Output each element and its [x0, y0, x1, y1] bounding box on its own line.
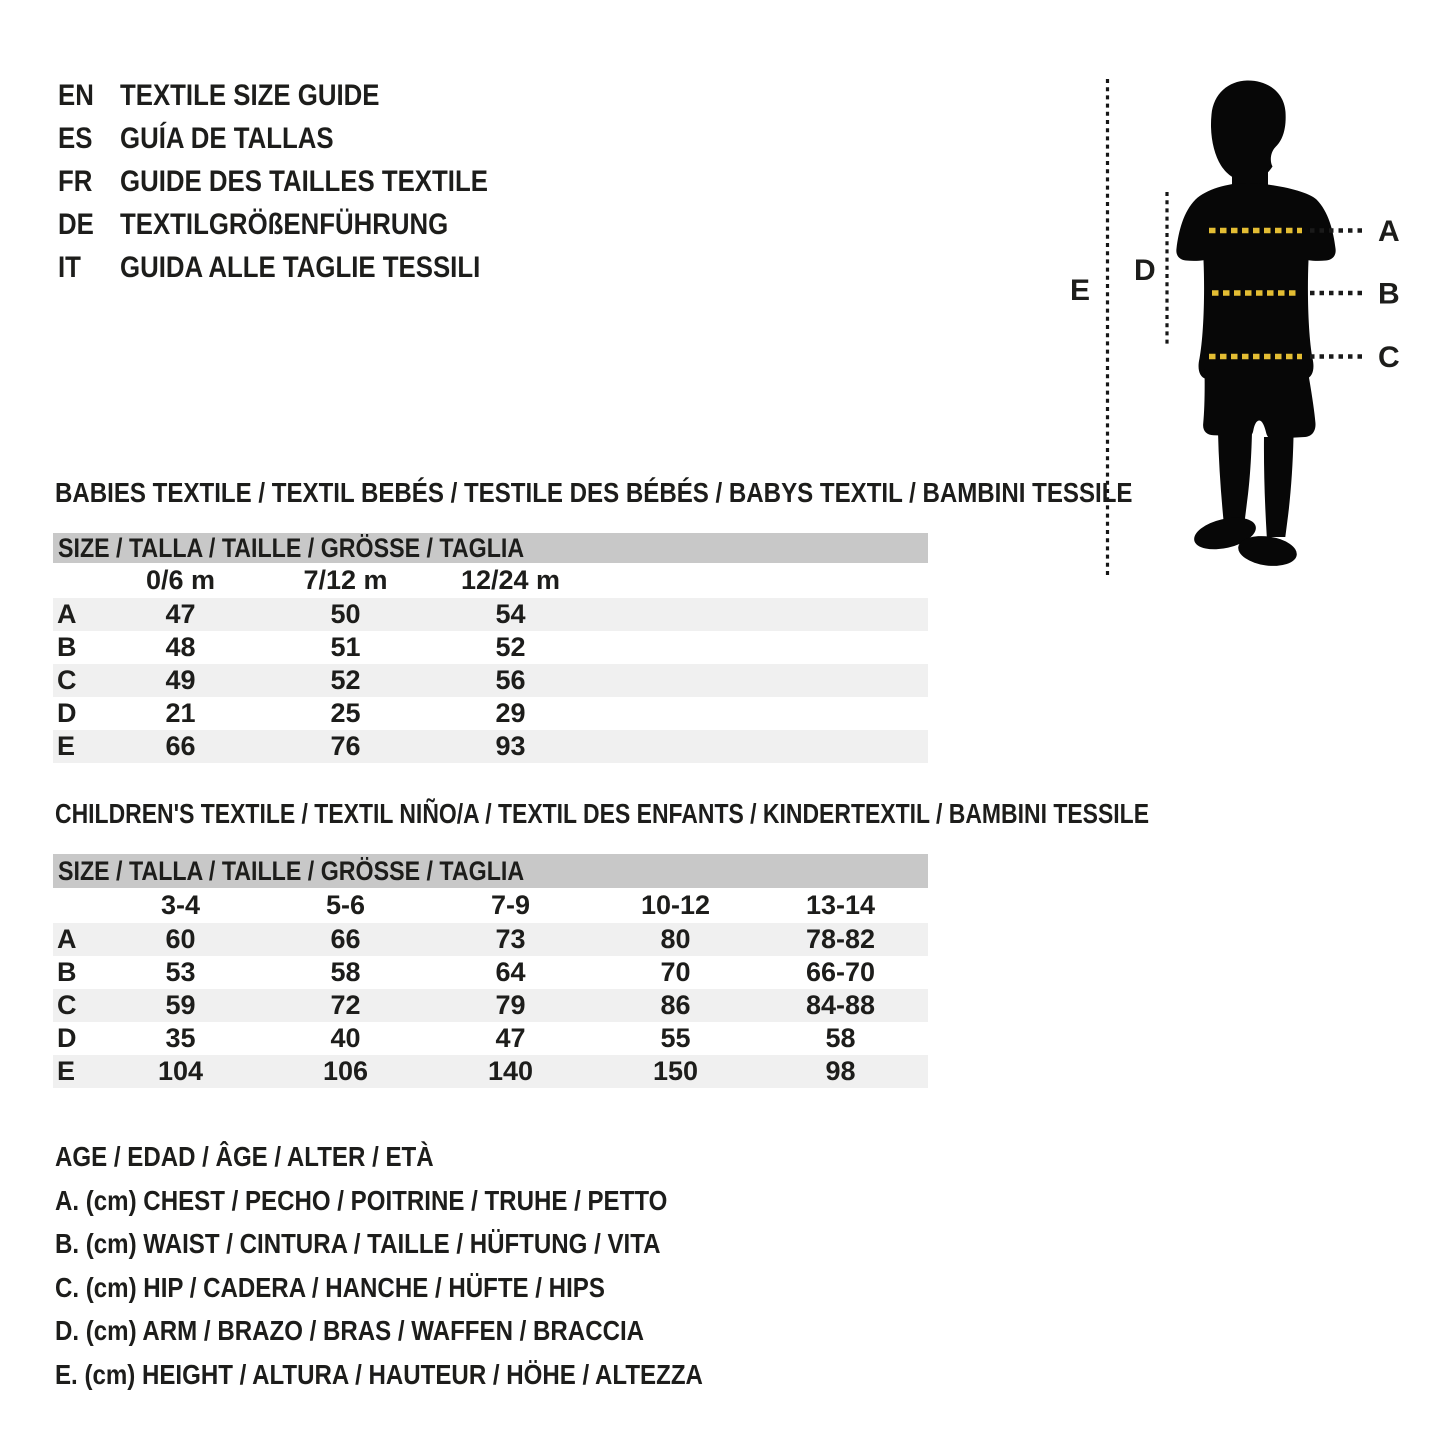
cell: 58	[330, 957, 361, 987]
cell: 55	[660, 1023, 691, 1053]
table-row	[53, 989, 928, 1022]
row-label: A	[57, 924, 77, 954]
cell: 76	[330, 731, 361, 761]
table-row	[53, 956, 928, 989]
row-label: E	[57, 1056, 76, 1086]
cell: 25	[330, 698, 361, 728]
lang-row-es	[58, 117, 548, 160]
children-column-header-row	[53, 888, 928, 923]
cell: 50	[330, 599, 361, 629]
lang-title: GUIDA ALLE TAGLIE TESSILI	[120, 250, 481, 284]
lang-title: GUIDE DES TAILLES TEXTILE	[120, 164, 488, 198]
lang-code: FR	[58, 164, 93, 198]
row-label: D	[57, 698, 77, 728]
column-header: 10-12	[640, 890, 711, 920]
cell: 48	[165, 632, 196, 662]
column-header: 0/6 m	[145, 565, 216, 595]
cell: 40	[330, 1023, 361, 1053]
cell: 140	[487, 1056, 534, 1086]
lang-row-it	[58, 246, 548, 289]
table-row	[53, 631, 928, 664]
legend-height: E. (cm) HEIGHT / ALTURA / HAUTEUR / HÖHE / ALTEZZA	[55, 1358, 703, 1390]
column-header: 3-4	[160, 890, 201, 920]
cell: 93	[495, 731, 526, 761]
measurement-figure	[1050, 60, 1445, 600]
row-label: C	[57, 665, 77, 695]
babies-size-header-bar	[53, 533, 928, 563]
cell: 79	[495, 990, 526, 1020]
row-label: E	[57, 731, 76, 761]
table-row	[53, 730, 928, 763]
cell: 59	[165, 990, 196, 1020]
babies-table-title: BABIES TEXTILE / TEXTIL BEBÉS / TESTILE DES BÉBÉS / BABYS TEXTIL / BAMBINI TESSILE	[55, 477, 1133, 508]
cell: 21	[165, 698, 196, 728]
row-label: D	[57, 1023, 77, 1053]
cell: 49	[165, 665, 196, 695]
lang-title: GUÍA DE TALLAS	[120, 121, 334, 155]
babies-table-section	[53, 477, 1133, 763]
cell: 60	[165, 924, 196, 954]
lang-title: TEXTILE SIZE GUIDE	[120, 78, 380, 112]
column-header: 7-9	[490, 890, 531, 920]
cell: 52	[495, 632, 526, 662]
language-header	[58, 74, 548, 289]
cell: 29	[495, 698, 526, 728]
table-row	[53, 598, 928, 631]
cell: 104	[157, 1056, 204, 1086]
legend-arm: D. (cm) ARM / BRAZO / BRAS / WAFFEN / BRACCIA	[55, 1315, 645, 1346]
cell: 54	[495, 599, 526, 629]
figure-label-a: A	[1378, 215, 1400, 248]
cell: 98	[825, 1056, 856, 1086]
children-size-header-bar	[53, 854, 928, 888]
legend-hip: C. (cm) HIP / CADERA / HANCHE / HÜFTE / HIPS	[55, 1271, 605, 1303]
cell: 52	[330, 665, 361, 695]
column-header: 12/24 m	[460, 565, 561, 595]
lang-code: EN	[58, 78, 94, 112]
row-label: B	[57, 632, 77, 662]
cell: 64	[495, 957, 526, 987]
lang-code: DE	[58, 207, 94, 241]
children-table-section	[53, 798, 1150, 1088]
lang-code: ES	[58, 121, 93, 155]
legend-chest: A. (cm) CHEST / PECHO / POITRINE / TRUHE / PETTO	[55, 1184, 668, 1216]
cell: 80	[660, 924, 691, 954]
lang-row-en	[58, 74, 548, 117]
column-header: 7/12 m	[303, 565, 388, 595]
lang-row-de	[58, 203, 548, 246]
row-label: B	[57, 957, 77, 987]
cell: 66	[330, 924, 361, 954]
cell: 84-88	[805, 990, 876, 1020]
lang-code: IT	[58, 250, 81, 284]
cell: 35	[165, 1023, 196, 1053]
lang-row-fr	[58, 160, 548, 203]
cell: 66	[165, 731, 196, 761]
cell: 51	[330, 632, 361, 662]
table-row	[53, 1055, 928, 1088]
cell: 150	[652, 1056, 699, 1086]
figure-label-e: E	[1070, 274, 1091, 307]
column-header: 5-6	[325, 890, 366, 920]
table-row	[53, 697, 928, 730]
figure-label-b: B	[1378, 277, 1400, 311]
cell: 56	[495, 665, 526, 695]
legend-waist: B. (cm) WAIST / CINTURA / TAILLE / HÜFTUNG / VITA	[55, 1228, 661, 1259]
cell: 53	[165, 957, 196, 987]
cell: 47	[165, 599, 196, 629]
row-label: C	[57, 990, 77, 1020]
cell: 70	[660, 957, 691, 987]
cell: 47	[495, 1023, 526, 1053]
table-row	[53, 664, 928, 697]
child-silhouette	[1176, 80, 1335, 569]
lang-title: TEXTILGRÖßENFÜHRUNG	[120, 207, 449, 241]
cell: 78-82	[805, 924, 876, 954]
column-header: 13-14	[805, 890, 876, 920]
legend-age: AGE / EDAD / ÂGE / ALTER / ETÀ	[55, 1141, 434, 1172]
measurement-legend	[55, 1135, 808, 1396]
table-row	[53, 923, 928, 956]
cell: 73	[495, 924, 526, 954]
cell: 86	[660, 990, 691, 1020]
figure-label-d: D	[1134, 254, 1156, 287]
babies-column-header-row	[53, 563, 928, 598]
cell: 72	[330, 990, 361, 1020]
figure-label-c: C	[1378, 341, 1400, 374]
children-table-title: CHILDREN'S TEXTILE / TEXTIL NIÑO/A / TEXTIL DES ENFANTS / KINDERTEXTIL / BAMBINI TESSILE	[55, 798, 1150, 829]
cell: 58	[825, 1023, 856, 1053]
cell: 66-70	[805, 957, 876, 987]
cell: 106	[322, 1056, 369, 1086]
table-row	[53, 1022, 928, 1055]
row-label: A	[57, 599, 77, 629]
size-header-label: SIZE / TALLA / TAILLE / GRÖSSE / TAGLIA	[58, 855, 525, 886]
size-header-label: SIZE / TALLA / TAILLE / GRÖSSE / TAGLIA	[58, 532, 525, 563]
